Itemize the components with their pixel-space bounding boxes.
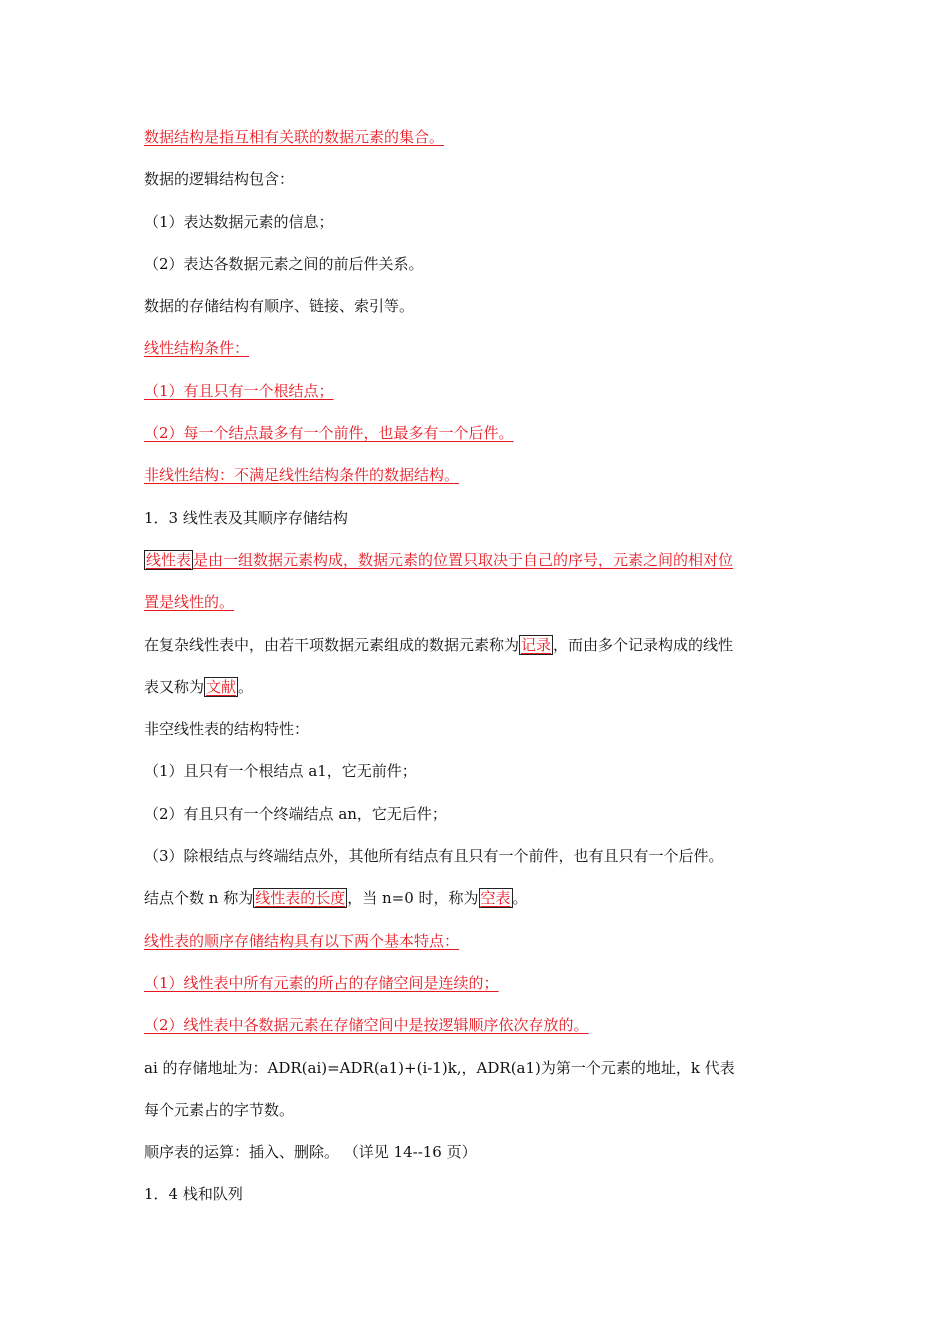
list-item: （1）且只有一个根结点 a1，它无前件；	[144, 762, 417, 781]
section-heading: 1．3 线性表及其顺序存储结构	[144, 508, 348, 527]
boxed-term: 空表	[480, 889, 511, 908]
paragraph-nonempty-features: 非空线性表的结构特性：	[144, 720, 310, 739]
boxed-term: 记录	[521, 635, 552, 654]
list-item: （2）表达各数据元素之间的前后件关系。	[144, 254, 424, 273]
paragraph-definition: 数据结构是指互相有关联的数据元素的集合。	[144, 128, 445, 146]
boxed-term: 线性表	[146, 550, 192, 569]
list-item: （2）每一个结点最多有一个前件，也最多有一个后件。	[144, 424, 514, 443]
paragraph-nonlinear: 非线性结构：不满足线性结构条件的数据结构。	[144, 466, 460, 485]
paragraph-linear-list-def: 线性表 是由一组数据元素构成，数据元素的位置只取决于自己的序号，元素之间的相对位	[146, 550, 734, 569]
paragraph-address-formula-cont: 每个元素占的字节数。	[144, 1100, 295, 1119]
boxed-term: 文献	[206, 677, 237, 696]
paragraph-operations: 顺序表的运算：插入、删除。 （详见 14--16 页）	[144, 1143, 477, 1162]
paragraph-logical-structure: 数据的逻辑结构包含：	[144, 170, 295, 189]
list-item: （3）除根结点与终端结点外，其他所有结点有且只有一个前件，也有且只有一个后件。	[144, 847, 724, 866]
paragraph-linear-conditions: 线性结构条件：	[144, 339, 250, 358]
paragraph-record: 在复杂线性表中，由若干项数据元素组成的数据元素称为 记录 ，而由多个记录构成的线性	[144, 635, 734, 654]
paragraph-record-cont: 表又称为 文献 。	[144, 677, 254, 696]
list-item: （1）表达数据元素的信息；	[144, 212, 334, 231]
list-item: （2）线性表中各数据元素在存储空间中是按逻辑顺序依次存放的。	[144, 1016, 589, 1035]
document-body	[144, 124, 814, 1224]
boxed-term: 线性表的长度	[255, 889, 346, 908]
list-item: （1）有且只有一个根结点；	[144, 381, 334, 400]
paragraph-linear-list-def-cont: 置是线性的。	[144, 593, 235, 612]
section-heading: 1．4 栈和队列	[144, 1185, 243, 1204]
paragraph-sequential-features: 线性表的顺序存储结构具有以下两个基本特点：	[144, 931, 460, 950]
paragraph-address-formula: ai 的存储地址为：ADR(ai)=ADR(a1)+(i-1)k,，ADR(a1)为第一个元素的地址，k 代表	[144, 1058, 735, 1077]
list-item: （1）线性表中所有元素的所占的存储空间是连续的；	[144, 973, 499, 992]
paragraph-storage-structure: 数据的存储结构有顺序、链接、索引等。	[144, 297, 415, 316]
list-item: （2）有且只有一个终端结点 an，它无后件；	[144, 804, 447, 823]
paragraph-length: 结点个数 n 称为 线性表的长度 ，当 n=0 时，称为 空表 。	[144, 889, 528, 908]
